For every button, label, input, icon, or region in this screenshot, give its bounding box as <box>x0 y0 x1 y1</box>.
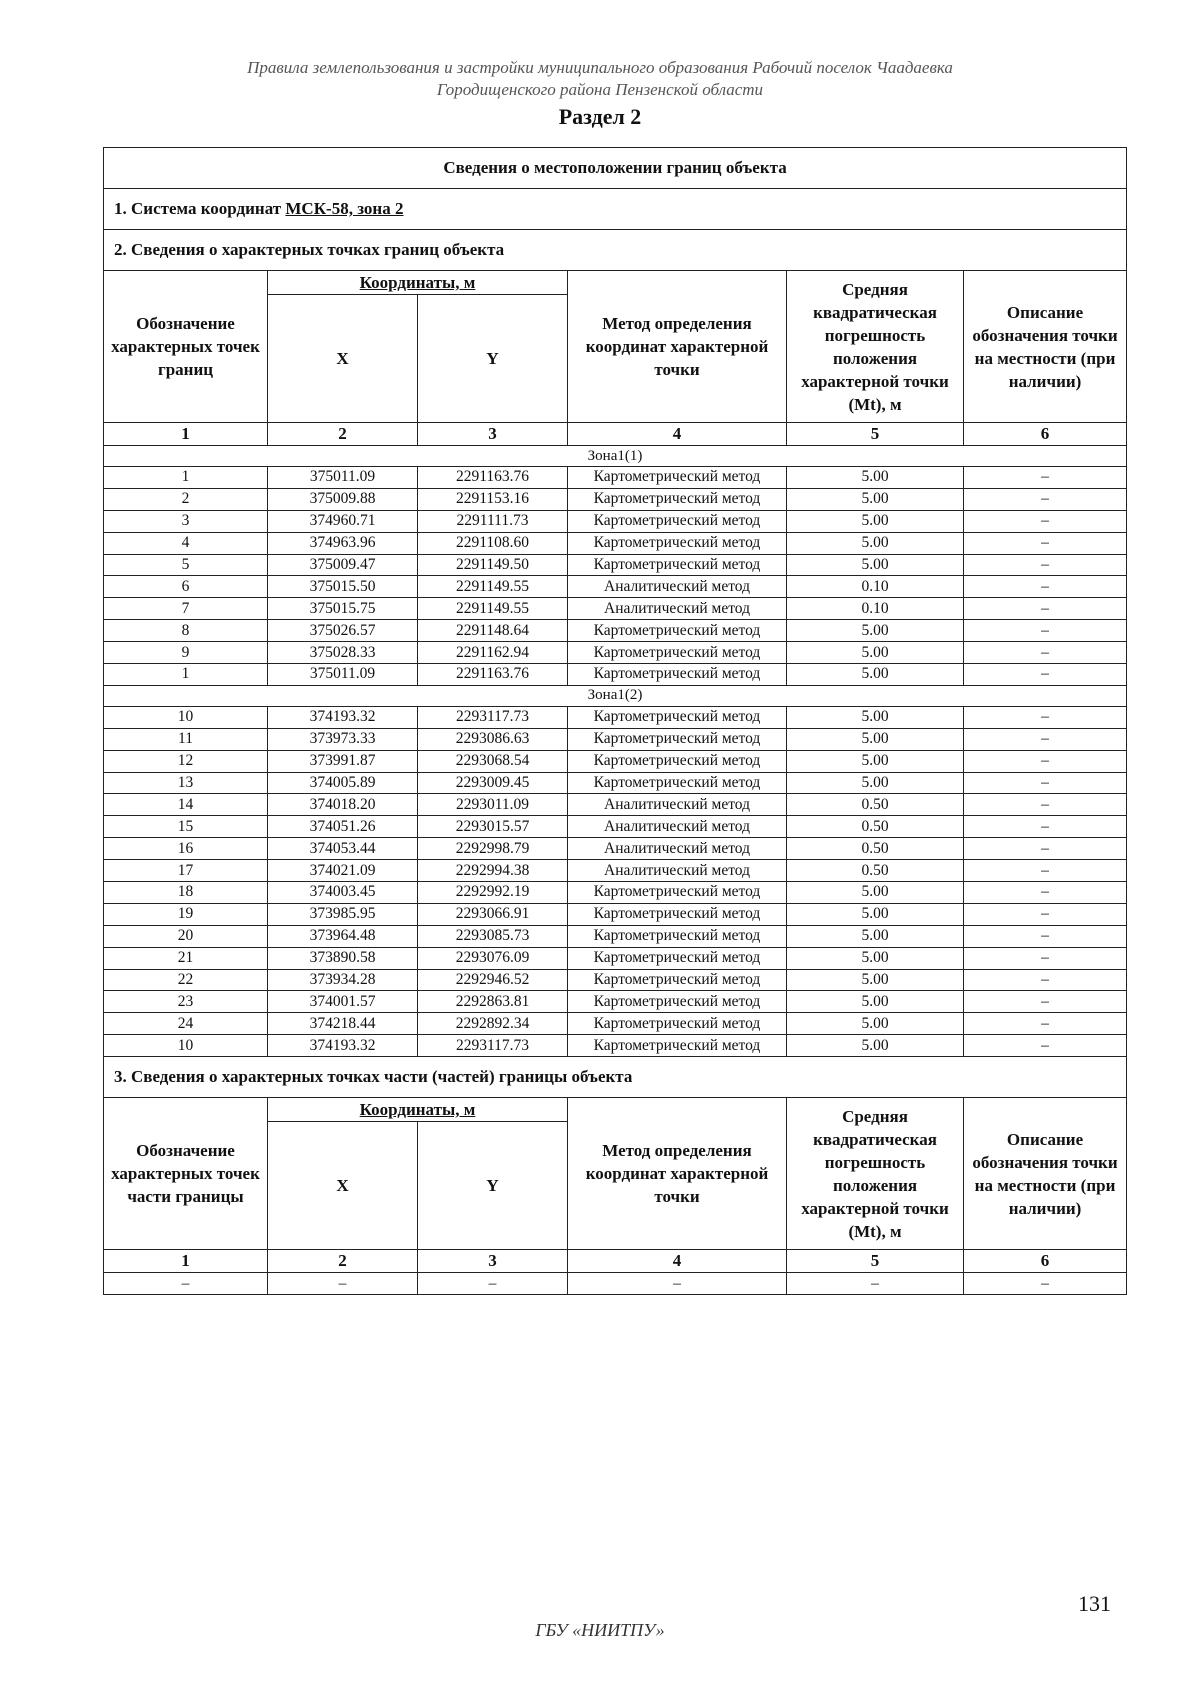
column-number: 4 <box>568 423 787 446</box>
table-cell: 1 <box>104 467 268 489</box>
table-cell: 2293117.73 <box>418 706 568 728</box>
table-cell: 5.00 <box>787 991 964 1013</box>
table-row <box>104 969 1127 991</box>
table-cell: 2293011.09 <box>418 794 568 816</box>
header-designation: Обозначение характерных точек границ <box>104 271 268 423</box>
part-table-cell: – <box>787 1273 964 1295</box>
table-row <box>104 598 1127 620</box>
table-cell: Картометрический метод <box>568 1035 787 1057</box>
table-cell: 16 <box>104 838 268 860</box>
table-cell: 9 <box>104 642 268 664</box>
table-cell: 5.00 <box>787 620 964 642</box>
table-cell: 5.00 <box>787 664 964 686</box>
section-title: Раздел 2 <box>558 104 642 129</box>
table-cell: 374218.44 <box>268 1013 418 1035</box>
zone-label: Зона1(1) <box>104 446 1127 467</box>
table-cell: Картометрический метод <box>568 750 787 772</box>
table-cell: 5.00 <box>787 510 964 532</box>
table-row <box>104 772 1127 794</box>
table-cell: 2292998.79 <box>418 838 568 860</box>
coord-system-label: 1. Система координат <box>114 199 286 218</box>
table-cell: 0.50 <box>787 816 964 838</box>
table-cell: Картометрический метод <box>568 664 787 686</box>
table-cell: 374018.20 <box>268 794 418 816</box>
table-cell: 2293076.09 <box>418 947 568 969</box>
table-cell: – <box>964 925 1127 947</box>
table-cell: 375015.50 <box>268 576 418 598</box>
table-cell: – <box>964 969 1127 991</box>
header-method: Метод определения координат характерной точки <box>568 271 787 423</box>
part-header-designation: Обозначение характерных точек части границы <box>104 1098 268 1250</box>
table-cell: 4 <box>104 532 268 554</box>
table-cell: Картометрический метод <box>568 947 787 969</box>
table-cell: 2291149.50 <box>418 554 568 576</box>
part-header-method: Метод определения координат характерной точки <box>568 1098 787 1250</box>
table-cell: 0.10 <box>787 576 964 598</box>
table-cell: 0.50 <box>787 860 964 882</box>
table-cell: 2291163.76 <box>418 664 568 686</box>
table-cell: Картометрический метод <box>568 554 787 576</box>
table-cell: – <box>964 728 1127 750</box>
table-cell: 2293066.91 <box>418 903 568 925</box>
table-cell: 11 <box>104 728 268 750</box>
table-row <box>104 903 1127 925</box>
table-cell: Аналитический метод <box>568 860 787 882</box>
table-row <box>104 882 1127 904</box>
table-row <box>104 554 1127 576</box>
table-cell: 5.00 <box>787 969 964 991</box>
zone-row <box>104 446 1127 467</box>
table-cell: – <box>964 1013 1127 1035</box>
table-cell: 24 <box>104 1013 268 1035</box>
table-cell: 374193.32 <box>268 706 418 728</box>
table-cell: 18 <box>104 882 268 904</box>
table-row <box>104 664 1127 686</box>
table-cell: 374051.26 <box>268 816 418 838</box>
header-description: Описание обозначения точки на местности (при наличии) <box>964 271 1127 423</box>
table-cell: Картометрический метод <box>568 706 787 728</box>
table-row <box>104 532 1127 554</box>
table-cell: 2291153.16 <box>418 488 568 510</box>
table-cell: 2 <box>104 488 268 510</box>
column-number: 5 <box>787 423 964 446</box>
table-cell: 14 <box>104 794 268 816</box>
table-cell: 2291162.94 <box>418 642 568 664</box>
table-cell: 2291149.55 <box>418 598 568 620</box>
table-row <box>104 1013 1127 1035</box>
table-cell: – <box>964 903 1127 925</box>
table-cell: 374021.09 <box>268 860 418 882</box>
table-cell: – <box>964 706 1127 728</box>
table-cell: – <box>964 664 1127 686</box>
table-cell: 13 <box>104 772 268 794</box>
table-cell: 2292892.34 <box>418 1013 568 1035</box>
column-number: 6 <box>964 423 1127 446</box>
table-cell: – <box>964 598 1127 620</box>
table-row <box>104 991 1127 1013</box>
table-cell: 375009.88 <box>268 488 418 510</box>
table-row <box>104 816 1127 838</box>
table-cell: 0.50 <box>787 794 964 816</box>
part-table-cell: – <box>568 1273 787 1295</box>
table-cell: 2293117.73 <box>418 1035 568 1057</box>
table-cell: – <box>964 750 1127 772</box>
table-cell: 373985.95 <box>268 903 418 925</box>
table-cell: 2291108.60 <box>418 532 568 554</box>
table-cell: Картометрический метод <box>568 903 787 925</box>
table-cell: Картометрический метод <box>568 991 787 1013</box>
table-cell: 374053.44 <box>268 838 418 860</box>
table-row <box>104 728 1127 750</box>
table-cell: – <box>964 816 1127 838</box>
part-table-cell: – <box>964 1273 1127 1295</box>
table-cell: 5.00 <box>787 532 964 554</box>
table-cell: 2291111.73 <box>418 510 568 532</box>
table-cell: 5.00 <box>787 903 964 925</box>
column-number: 1 <box>104 423 268 446</box>
table-cell: 5.00 <box>787 947 964 969</box>
table-cell: Картометрический метод <box>568 620 787 642</box>
table-cell: – <box>964 642 1127 664</box>
table-row <box>104 576 1127 598</box>
part-table-cell: – <box>268 1273 418 1295</box>
points-section-title: 2. Сведения о характерных точках границ объекта <box>104 230 1127 271</box>
table-cell: 2292946.52 <box>418 969 568 991</box>
table-cell: – <box>964 488 1127 510</box>
table-cell: 19 <box>104 903 268 925</box>
part-header-y: Y <box>418 1122 568 1250</box>
table-cell: 2293068.54 <box>418 750 568 772</box>
table-row <box>104 706 1127 728</box>
table-cell: – <box>964 991 1127 1013</box>
table-cell: 374005.89 <box>268 772 418 794</box>
table-cell: 10 <box>104 706 268 728</box>
table-cell: – <box>964 772 1127 794</box>
table-cell: 2291163.76 <box>418 467 568 489</box>
table-cell: 17 <box>104 860 268 882</box>
table-cell: 2293085.73 <box>418 925 568 947</box>
header-error: Средняя квадратическая погрешность положения характерной точки (Mt), м <box>787 271 964 423</box>
table-cell: 5.00 <box>787 706 964 728</box>
footer-text: ГБУ «НИИТПУ» <box>535 1620 665 1640</box>
coord-system-row <box>104 189 1127 230</box>
part-header-coords: Координаты, м <box>268 1098 568 1122</box>
table-cell: 374960.71 <box>268 510 418 532</box>
table-cell: Картометрический метод <box>568 510 787 532</box>
table-cell: Картометрический метод <box>568 1013 787 1035</box>
table-cell: Картометрический метод <box>568 969 787 991</box>
table-cell: 373973.33 <box>268 728 418 750</box>
table-cell: 374003.45 <box>268 882 418 904</box>
column-number: 1 <box>104 1250 268 1273</box>
table-cell: Картометрический метод <box>568 467 787 489</box>
table-cell: Аналитический метод <box>568 838 787 860</box>
table-cell: – <box>964 532 1127 554</box>
table-cell: Картометрический метод <box>568 642 787 664</box>
table-cell: Картометрический метод <box>568 882 787 904</box>
table-cell: 375011.09 <box>268 467 418 489</box>
column-number: 4 <box>568 1250 787 1273</box>
table-cell: – <box>964 510 1127 532</box>
table-row <box>104 947 1127 969</box>
table-cell: Картометрический метод <box>568 925 787 947</box>
table-cell: 2292994.38 <box>418 860 568 882</box>
table-cell: 2292863.81 <box>418 991 568 1013</box>
table-cell: 2291148.64 <box>418 620 568 642</box>
document-header-line2: Городищенского района Пензенской области <box>436 80 764 99</box>
table-cell: Картометрический метод <box>568 728 787 750</box>
table-cell: 5.00 <box>787 728 964 750</box>
header-x: X <box>268 295 418 423</box>
table-cell: 2293009.45 <box>418 772 568 794</box>
table-cell: 5.00 <box>787 925 964 947</box>
table-cell: 2293086.63 <box>418 728 568 750</box>
table-cell: – <box>964 554 1127 576</box>
table-cell: – <box>964 947 1127 969</box>
table-row <box>104 1035 1127 1057</box>
table-cell: 2293015.57 <box>418 816 568 838</box>
header-coords: Координаты, м <box>268 271 568 295</box>
table-cell: Аналитический метод <box>568 576 787 598</box>
table-cell: 8 <box>104 620 268 642</box>
table-cell: Картометрический метод <box>568 532 787 554</box>
table-cell: 5.00 <box>787 1013 964 1035</box>
zone-label: Зона1(2) <box>104 685 1127 706</box>
zone-row <box>104 685 1127 706</box>
table-cell: 375026.57 <box>268 620 418 642</box>
table-cell: 375009.47 <box>268 554 418 576</box>
table-cell: 5.00 <box>787 750 964 772</box>
table-cell: 6 <box>104 576 268 598</box>
table-cell: – <box>964 620 1127 642</box>
table-cell: 5.00 <box>787 488 964 510</box>
table-cell: 5.00 <box>787 772 964 794</box>
column-number: 2 <box>268 423 418 446</box>
table-cell: Аналитический метод <box>568 794 787 816</box>
table-cell: 373934.28 <box>268 969 418 991</box>
column-number: 6 <box>964 1250 1127 1273</box>
column-number: 2 <box>268 1250 418 1273</box>
table-cell: 374193.32 <box>268 1035 418 1057</box>
header-y: Y <box>418 295 568 423</box>
table-cell: – <box>964 467 1127 489</box>
part-table-row <box>104 1273 1127 1295</box>
table-cell: – <box>964 882 1127 904</box>
table-cell: Аналитический метод <box>568 816 787 838</box>
table-cell: Картометрический метод <box>568 488 787 510</box>
table-cell: 15 <box>104 816 268 838</box>
table-cell: 374001.57 <box>268 991 418 1013</box>
document-header-line1: Правила землепользования и застройки муниципального образования Рабочий поселок Чаадаевка <box>247 58 953 77</box>
table-row <box>104 467 1127 489</box>
table-cell: – <box>964 838 1127 860</box>
part-table-cell: – <box>418 1273 568 1295</box>
part-header-description: Описание обозначения точки на местности (при наличии) <box>964 1098 1127 1250</box>
table-cell: 1 <box>104 664 268 686</box>
table-cell: 375015.75 <box>268 598 418 620</box>
table-cell: 22 <box>104 969 268 991</box>
part-table-cell: – <box>104 1273 268 1295</box>
table-cell: 7 <box>104 598 268 620</box>
part-header-error: Средняя квадратическая погрешность положения характерной точки (Mt), м <box>787 1098 964 1250</box>
table-row <box>104 642 1127 664</box>
part-section-title: 3. Сведения о характерных точках части (частей) границы объекта <box>104 1057 1127 1098</box>
table-cell: Аналитический метод <box>568 598 787 620</box>
table-cell: 2292992.19 <box>418 882 568 904</box>
table-cell: – <box>964 794 1127 816</box>
table-cell: 373890.58 <box>268 947 418 969</box>
table-cell: 20 <box>104 925 268 947</box>
table-cell: 5 <box>104 554 268 576</box>
part-header-x: X <box>268 1122 418 1250</box>
table-cell: 5.00 <box>787 554 964 576</box>
table-cell: 2291149.55 <box>418 576 568 598</box>
table-cell: 5.00 <box>787 1035 964 1057</box>
boundary-table <box>103 147 1127 1295</box>
table-cell: 23 <box>104 991 268 1013</box>
table-row <box>104 488 1127 510</box>
table-title: Сведения о местоположении границ объекта <box>104 148 1127 189</box>
column-number: 3 <box>418 1250 568 1273</box>
table-cell: 5.00 <box>787 467 964 489</box>
table-row <box>104 620 1127 642</box>
table-cell: 375028.33 <box>268 642 418 664</box>
table-cell: Картометрический метод <box>568 772 787 794</box>
table-cell: – <box>964 860 1127 882</box>
table-row <box>104 860 1127 882</box>
table-row <box>104 794 1127 816</box>
table-cell: 5.00 <box>787 882 964 904</box>
table-cell: 373964.48 <box>268 925 418 947</box>
table-cell: 375011.09 <box>268 664 418 686</box>
table-row <box>104 510 1127 532</box>
table-cell: 3 <box>104 510 268 532</box>
table-cell: 21 <box>104 947 268 969</box>
column-number: 3 <box>418 423 568 446</box>
table-row <box>104 925 1127 947</box>
table-cell: 0.10 <box>787 598 964 620</box>
table-cell: – <box>964 576 1127 598</box>
coord-system-value: МСК-58, зона 2 <box>285 199 404 218</box>
column-number: 5 <box>787 1250 964 1273</box>
table-cell: 0.50 <box>787 838 964 860</box>
page-number: 131 <box>1078 1591 1111 1616</box>
table-row <box>104 838 1127 860</box>
table-cell: 373991.87 <box>268 750 418 772</box>
table-cell: 5.00 <box>787 642 964 664</box>
table-cell: 374963.96 <box>268 532 418 554</box>
table-cell: 10 <box>104 1035 268 1057</box>
table-row <box>104 750 1127 772</box>
table-cell: 12 <box>104 750 268 772</box>
table-cell: – <box>964 1035 1127 1057</box>
